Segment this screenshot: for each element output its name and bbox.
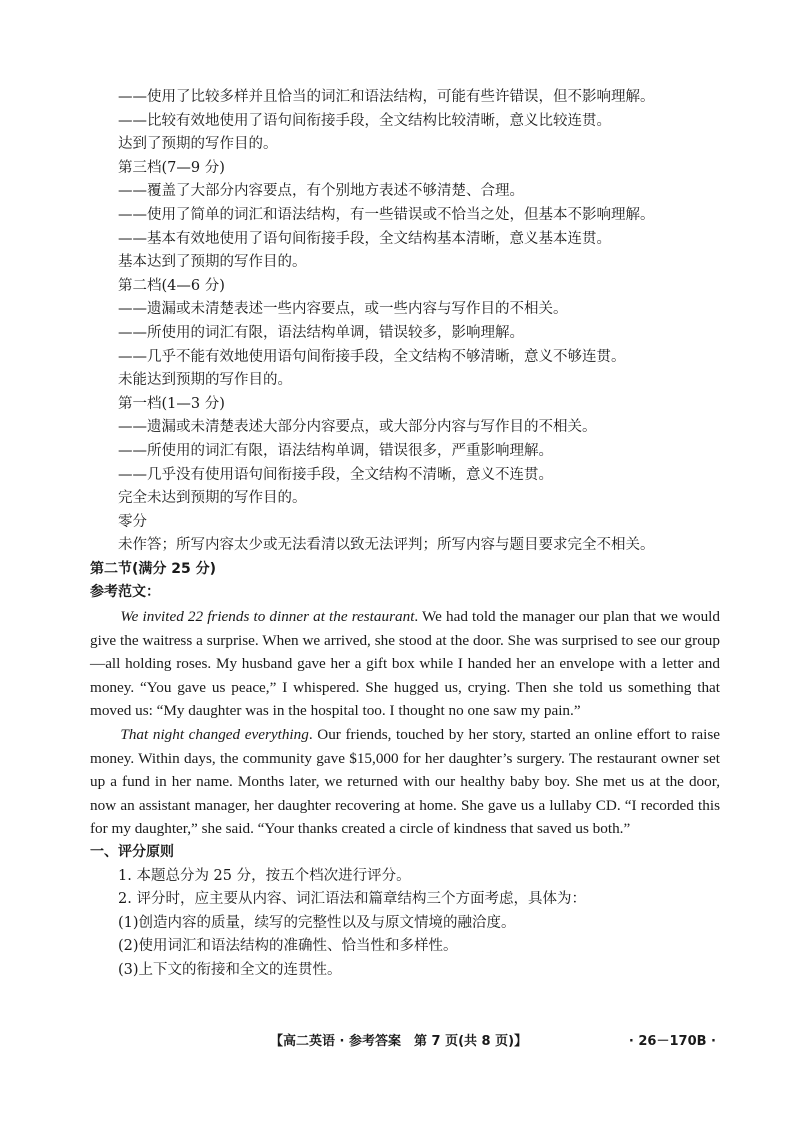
essay-paragraph — [90, 723, 720, 841]
criteria-line: 完全未达到预期的写作目的。 — [118, 490, 307, 507]
principle-item: (1)创造内容的质量，续写的完整性以及与原文情境的融洽度。 — [118, 914, 516, 931]
essay-paragraph — [90, 605, 720, 723]
footer-page-info: 【高二英语 · 参考答案 第 7 页(共 8 页)】 — [270, 1034, 528, 1049]
criteria-line: ——所使用的词汇有限，语法结构单调，错误较多，影响理解。 — [118, 324, 524, 341]
grade-level-heading: 第一档(1—3 分) — [118, 395, 225, 412]
page-content — [90, 86, 720, 983]
essay-paragraph-text: . We had told the manager our plan that we would give the waitress a surprise. When we arrived, she stood at the door. She was surprised to see our group—all holding roses. My husband gave her a gift box while I handed her an envelope with a letter and money. “You gave us peace,” I whispered. She hugged us, crying. Then she told us something that moved us: “My daughter was in the hospital too. I thought no one saw my pain.” — [90, 608, 720, 720]
criteria-line: ——所使用的词汇有限，语法结构单调，错误很多，严重影响理解。 — [118, 442, 553, 459]
criteria-line: ——几乎没有使用语句间衔接手段，全文结构不清晰，意义不连贯。 — [118, 466, 553, 483]
criteria-line: ——基本有效地使用了语句间衔接手段，全文结构基本清晰，意义基本连贯。 — [118, 230, 611, 247]
principle-item: (3)上下文的衔接和全文的连贯性。 — [118, 961, 342, 978]
criteria-line: ——使用了比较多样并且恰当的词汇和语法结构，可能有些许错误，但不影响理解。 — [118, 89, 655, 105]
essay-paragraph-text: . Our friends, touched by her story, started an online effort to raise money. Within days, the community gave $15,000 for her daughter’s surgery. The restaurant owner set up a fund in her name. Months later, we returned with our healthy baby boy. She met us at the door, now an assistant manager, her daughter recovering at home. She gave us a lullaby CD. “I recorded this for my daughter,” she said. “Your thanks created a circle of kindness that saved us both.” — [90, 726, 720, 838]
principle-item: 2. 评分时，应主要从内容、词汇语法和篇章结构三个方面考虑，具体为： — [118, 891, 586, 908]
sample-essay — [90, 605, 720, 841]
principle-item: 1. 本题总分为 25 分，按五个档次进行评分。 — [118, 867, 411, 884]
criteria-line: ——遗漏或未清楚表述一些内容要点，或一些内容与写作目的不相关。 — [118, 301, 568, 318]
criteria-line: ——比较有效地使用了语句间衔接手段，全文结构比较清晰，意义比较连贯。 — [118, 112, 611, 129]
criteria-line: ——使用了简单的词汇和语法结构，有一些错误或不恰当之处，但基本不影响理解。 — [118, 206, 655, 223]
criteria-line: ——覆盖了大部分内容要点，有个别地方表述不够清楚、合理。 — [118, 183, 524, 200]
criteria-line: ——遗漏或未清楚表述大部分内容要点，或大部分内容与写作目的不相关。 — [118, 419, 597, 436]
principle-item: (2)使用词汇和语法结构的准确性、恰当性和多样性。 — [118, 938, 458, 955]
criteria-line: 基本达到了预期的写作目的。 — [118, 254, 307, 271]
essay-opening-sentence: That night changed everything — [120, 726, 309, 744]
principles-heading: 一、评分原则 — [90, 844, 174, 860]
zero-score-heading: 零分 — [118, 513, 147, 530]
footer-code: · 26－170B · — [628, 1034, 716, 1049]
essay-opening-sentence: We invited 22 friends to dinner at the restaurant — [120, 608, 415, 626]
criteria-line: 达到了预期的写作目的。 — [118, 136, 278, 153]
section-heading: 第二节(满分 25 分) — [90, 560, 217, 577]
criteria-line: ——几乎不能有效地使用语句间衔接手段，全文结构不够清晰，意义不够连贯。 — [118, 348, 626, 365]
sample-essay-label: 参考范文： — [90, 584, 160, 601]
page-footer — [0, 1030, 800, 1054]
grade-level-heading: 第二档(4—6 分) — [118, 277, 225, 294]
grade-level-heading: 第三档(7—9 分) — [118, 159, 225, 176]
criteria-line: 未作答；所写内容太少或无法看清以致无法评判；所写内容与题目要求完全不相关。 — [118, 537, 655, 554]
criteria-line: 未能达到预期的写作目的。 — [118, 372, 292, 389]
